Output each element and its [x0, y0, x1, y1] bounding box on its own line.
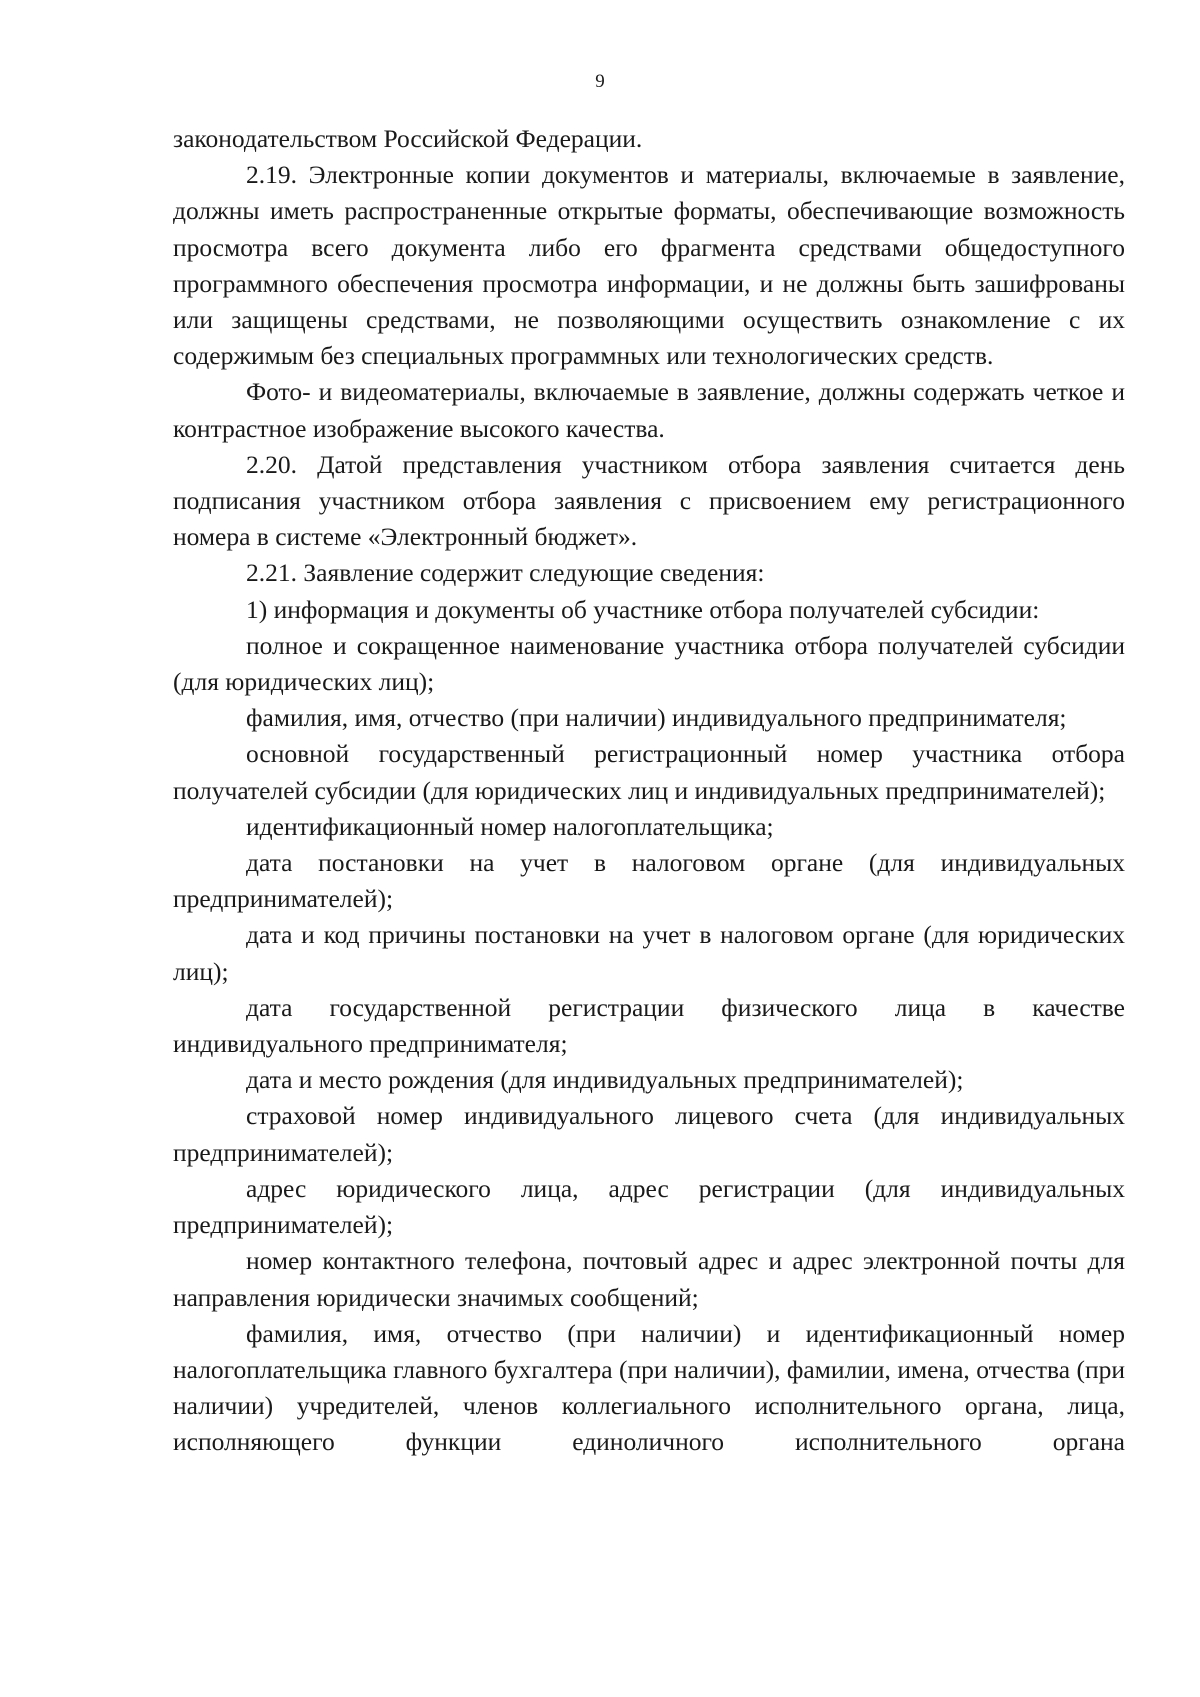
- list-item: дата государственной регистрации физического лица в качестве индивидуального предпринимателя;: [173, 992, 1125, 1059]
- page-number: 9: [595, 71, 605, 92]
- list-item-1: 1) информация и документы об участнике отбора получателей субсидии:: [246, 594, 1040, 624]
- paragraph: законодательством Российской Федерации.: [173, 124, 643, 153]
- list-item: полное и сокращенное наименование участника отбора получателей субсидии (для юридических лиц);: [173, 630, 1125, 697]
- paragraph-2-20: 2.20. Датой представления участником отбора заявления считается день подписания участником отбора заявления с присвоением ему регистрационного номера в системе «Электронный бюджет».: [173, 449, 1125, 552]
- list-item-continued: фамилия, имя, отчество (при наличии) и идентификационный номер налогоплательщика главного бухгалтера (при наличии), фамилии, имена, отчества (при наличии) учредителей, членов коллегиального исполнительного органа, лица, исполняющего функции единоличного исполнительного органа: [173, 1318, 1125, 1457]
- list-item: основной государственный регистрационный номер участника отбора получателей субсидии (для юридических лиц и индивидуальных предпринимателей);: [173, 739, 1125, 805]
- list-item: дата и место рождения (для индивидуальных предпринимателей);: [246, 1065, 964, 1095]
- list-item: страховой номер индивидуального лицевого счета (для индивидуальных предпринимателей);: [173, 1101, 1125, 1167]
- list-item: фамилия, имя, отчество (при наличии) индивидуального предпринимателя;: [246, 703, 1067, 733]
- document-body: [173, 121, 1125, 1461]
- list-item: дата и код причины постановки на учет в налоговом органе (для юридических лиц);: [173, 920, 1125, 986]
- list-item: дата постановки на учет в налоговом органе (для индивидуальных предпринимателей);: [173, 848, 1125, 914]
- list-item: идентификационный номер налогоплательщика;: [246, 811, 774, 841]
- paragraph-2-19: 2.19. Электронные копии документов и материалы, включаемые в заявление, должны иметь распространенные открытые форматы, обеспечивающие возможность просмотра всего документа либо его фрагмента средствами общедоступного программного обеспечения просмотра информации, и не должны быть зашифрованы или защищены средствами, не позволяющими осуществить ознакомление с их содержимым без специальных программных или технологических средств.: [173, 160, 1125, 371]
- paragraph-2-21: 2.21. Заявление содержит следующие сведения:: [246, 558, 765, 588]
- list-item: адрес юридического лица, адрес регистрации (для индивидуальных предпринимателей);: [173, 1173, 1125, 1240]
- list-item: номер контактного телефона, почтовый адрес и адрес электронной почты для направления юридически значимых сообщений;: [173, 1246, 1125, 1312]
- paragraph-photo-video: Фото- и видеоматериалы, включаемые в заявление, должны содержать четкое и контрастное изображение высокого качества.: [173, 377, 1125, 443]
